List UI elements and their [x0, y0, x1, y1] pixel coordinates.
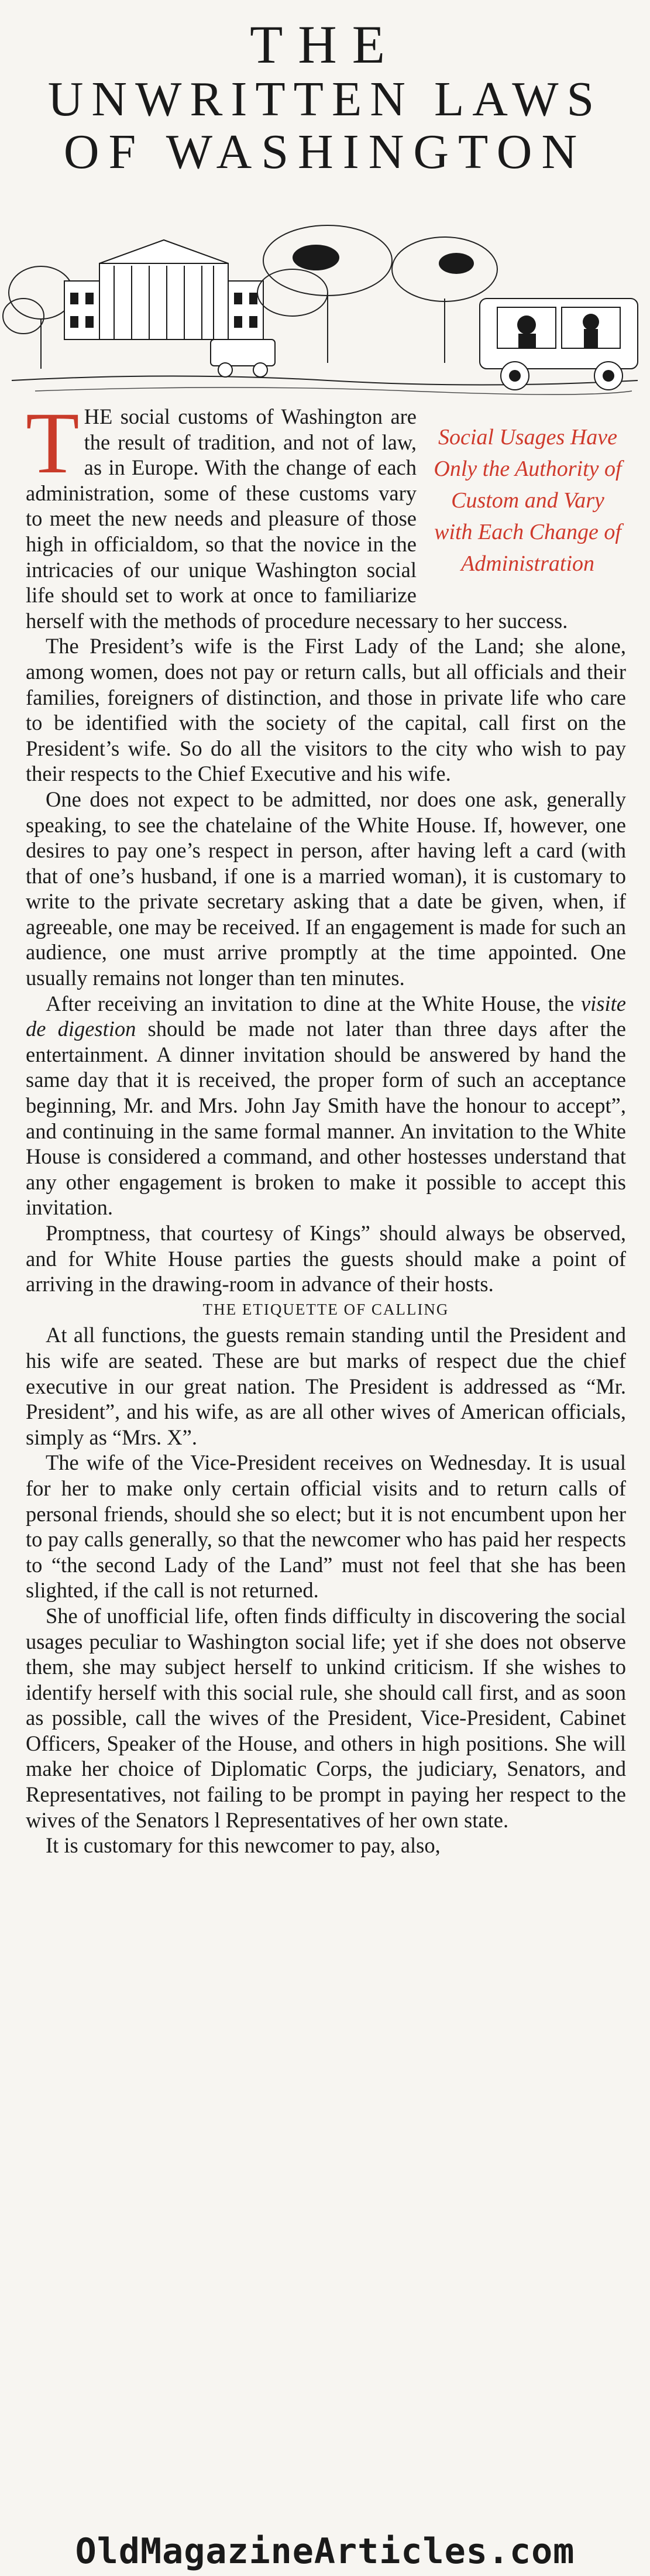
paragraph-8: She of unofficial life, often finds difficulty in discovering the social usages peculiar to Washington social life; yet if she does not observe them, she may subject herself to unkind criticism. If she wishes to identify herself with this social rule, she should call first, and as soon as possible, call the wives of the President, Vice-President, Cabinet Officers, Speaker of the House, and others in high positions. She will make her choice of Diplomatic Corps, the judiciary, Senators, and Representatives, not failing to be prompt in paying her respect to the wives of the Senators l Representatives of her own state. [26, 1603, 626, 1832]
paragraph-1 [26, 395, 626, 633]
paragraph-7: The wife of the Vice-President receives on Wednesday. It is usual for her to make only certain official visits and to return calls of personal friends, should she so elect; but it is not encumbent upon her to pay calls generally, so that the newcomer who has paid her respects to “the second Lady of the Land” must not feel that she has been slighted, if the call is not returned. [26, 1450, 626, 1603]
site-footer [0, 2527, 650, 2576]
pull-quote: Social Usages Have Only the Authority of Custom and Vary with Each Change of Administration [434, 425, 622, 576]
headline-line-2: UNWRITTEN LAWS [47, 72, 603, 126]
paragraph-4-text-a: After receiving an invitation to dine at the White House, the [46, 991, 581, 1016]
paragraph-5: Promptness, that courtesy of Kings” should always be observed, and for White House parties the guests should make a point of arriving in the drawing-room in advance of their hosts. [26, 1221, 626, 1296]
paragraph-4 [26, 991, 626, 1220]
white-house-illustration [0, 205, 650, 404]
paragraph-2: The President’s wife is the First Lady of the Land; she alone, among women, does not pay or return calls, but all officials and their families, foreigners of distinction, and those in private life who care to be identified with the society of the capital, call first on the President’s wife. So do all the visitors to the city who wish to pay their respects to the Chief Executive and his wife. [26, 634, 626, 786]
paragraph-9: It is customary for this newcomer to pay, also, [46, 1833, 441, 1858]
drop-cap: T [26, 395, 80, 492]
footer-wordmark: OldMagazineArticles.com [75, 2531, 575, 2572]
paragraph-6: At all functions, the guests remain standing until the President and his wife are seated. These are but marks of respect due the chief executive in our great nation. The President is addressed as “Mr. President”, and his wife, as are all other wives of American officials, simply as “Mrs. X”. [26, 1323, 626, 1449]
article-body [26, 395, 627, 1858]
paragraph-1-text: HE social customs of Washington are the result of tradition, and not of law, as in Europe. With the change of each administration, some of these customs vary to meet the new needs and pleasure of those high in officialdom, so that the novice in the intricacies of our unique Washington social life should set to work at once to familiarize herself with the methods of procedure necessary to her success. [26, 404, 568, 633]
paragraph-3: One does not expect to be admitted, nor does one ask, generally speaking, to see the chatelaine of the White House. If, however, one desires to pay one’s respect in person, after having left a card (with that of one’s husband, if one is a married woman), it is customary to write to the private secretary asking that a date be given, when, if agreeable, one may be received. If an engagement is made for such an audience, one must arrive promptly at the time appointed. One usually remains not longer than ten minutes. [26, 787, 626, 990]
section-heading: THE ETIQUETTE OF CALLING [202, 1300, 449, 1318]
paragraph-4-emphasis: visite de digestion [26, 991, 626, 1041]
headline-line-3: OF WASHINGTON [63, 125, 587, 179]
paragraph-4-text-b: should be made not later than three days after the entertainment. A dinner invitation should be answered by hand the same day that it is received, the proper form of such an acceptance beginning, Mr. and Mrs. John Jay Smith have the honour to accept”, and continuing in the same formal manner. An invitation to the White House is considered a command, and other hostesses understand that any other engagement is broken to make it possible to accept this invitation. [26, 1017, 627, 1220]
headline-line-1: THE [250, 15, 400, 74]
